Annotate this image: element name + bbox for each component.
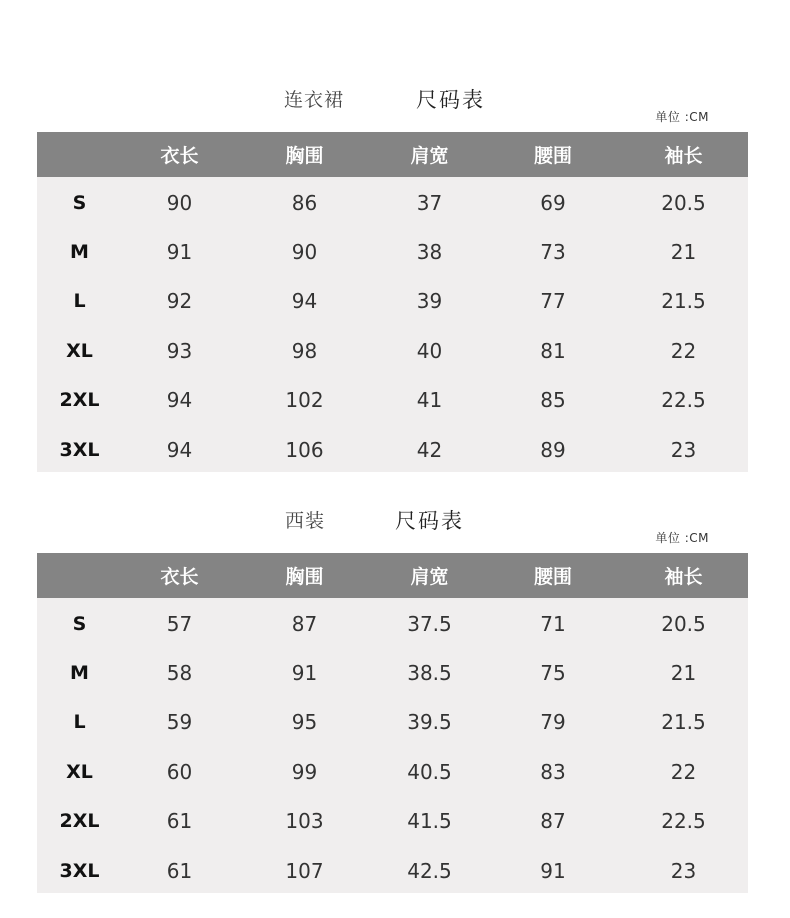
suit-size-table <box>37 553 748 893</box>
header-cell-length: 衣长 <box>160 566 199 588</box>
size-label: S <box>72 612 87 635</box>
header-cell-waist: 腰围 <box>533 566 572 588</box>
header-cell-sleeve: 袖长 <box>664 566 703 588</box>
table-cell: 22 <box>670 759 697 784</box>
table-cell: 38 <box>416 240 443 265</box>
table-cell: 22.5 <box>661 388 706 413</box>
table-cell: 90 <box>291 240 318 265</box>
table-cell: 91 <box>166 240 193 265</box>
table-cell: 42 <box>416 437 443 462</box>
table-cell: 40 <box>416 338 443 363</box>
table-row <box>37 797 748 846</box>
table-cell: 37.5 <box>407 611 452 636</box>
table-cell: 107 <box>285 858 324 883</box>
table-cell: 40.5 <box>407 759 452 784</box>
size-label: 3XL <box>59 438 100 461</box>
table-row <box>37 178 748 227</box>
table-row <box>37 425 748 474</box>
table-cell: 71 <box>540 611 566 636</box>
table-cell: 42.5 <box>407 858 452 883</box>
table-cell: 81 <box>540 338 566 363</box>
table-body <box>37 177 748 474</box>
table-cell: 37 <box>416 190 443 215</box>
table-cell: 20.5 <box>661 611 706 636</box>
table-cell: 91 <box>540 858 566 883</box>
table-cell: 99 <box>291 759 318 784</box>
table-cell: 102 <box>285 388 324 413</box>
table-row <box>37 648 748 697</box>
table-cell: 58 <box>166 661 193 686</box>
size-label: XL <box>66 760 93 783</box>
table-cell: 39.5 <box>407 710 452 735</box>
size-label: 3XL <box>59 859 100 882</box>
table-cell: 91 <box>291 661 318 686</box>
suit-subtitle: 西装 <box>285 510 326 532</box>
header-cell-chest: 胸围 <box>285 145 324 167</box>
table-cell: 38.5 <box>407 661 452 686</box>
suit-title: 尺码表 <box>395 509 464 533</box>
table-row <box>37 277 748 326</box>
header-cell-sleeve: 袖长 <box>664 145 703 167</box>
header-cell-length: 衣长 <box>160 145 199 167</box>
table-cell: 23 <box>670 437 697 462</box>
table-cell: 60 <box>166 759 193 784</box>
table-cell: 21.5 <box>661 710 706 735</box>
size-label: XL <box>66 339 93 362</box>
table-cell: 89 <box>540 437 566 462</box>
dress-title: 尺码表 <box>416 88 485 112</box>
size-label: 2XL <box>59 810 100 833</box>
dress-subtitle: 连衣裙 <box>284 89 345 111</box>
table-header-row <box>37 132 748 177</box>
size-label: M <box>70 662 89 685</box>
suit-unit-label: 单位 :CM <box>655 531 709 545</box>
table-row <box>37 326 748 375</box>
size-label: M <box>70 241 89 264</box>
table-cell: 87 <box>540 809 566 834</box>
table-row <box>37 599 748 648</box>
table-cell: 85 <box>540 388 566 413</box>
table-cell: 73 <box>540 240 566 265</box>
table-cell: 79 <box>540 710 566 735</box>
dress-unit-label: 单位 :CM <box>655 110 709 124</box>
table-row <box>37 846 748 895</box>
table-cell: 21 <box>670 661 697 686</box>
table-cell: 75 <box>540 661 566 686</box>
dress-size-table <box>37 132 748 472</box>
table-cell: 20.5 <box>661 190 706 215</box>
table-cell: 98 <box>291 338 318 363</box>
table-cell: 69 <box>540 190 566 215</box>
table-cell: 95 <box>291 710 318 735</box>
table-body <box>37 598 748 895</box>
table-cell: 61 <box>166 809 193 834</box>
table-cell: 21 <box>670 240 697 265</box>
table-cell: 59 <box>166 710 193 735</box>
table-cell: 103 <box>285 809 324 834</box>
table-cell: 22 <box>670 338 697 363</box>
table-row <box>37 227 748 276</box>
table-cell: 93 <box>166 338 193 363</box>
table-cell: 86 <box>291 190 318 215</box>
table-cell: 21.5 <box>661 289 706 314</box>
size-label: L <box>73 711 86 734</box>
table-cell: 41.5 <box>407 809 452 834</box>
size-label: L <box>73 290 86 313</box>
table-row <box>37 376 748 425</box>
header-cell-chest: 胸围 <box>285 566 324 588</box>
table-cell: 23 <box>670 858 697 883</box>
table-row <box>37 698 748 747</box>
table-cell: 94 <box>166 388 193 413</box>
table-cell: 77 <box>540 289 566 314</box>
table-cell: 57 <box>166 611 193 636</box>
table-cell: 22.5 <box>661 809 706 834</box>
table-cell: 39 <box>416 289 443 314</box>
table-cell: 87 <box>291 611 318 636</box>
table-row <box>37 747 748 796</box>
table-header-row <box>37 553 748 598</box>
header-cell-shoulder: 肩宽 <box>410 145 449 167</box>
table-cell: 41 <box>416 388 443 413</box>
table-cell: 83 <box>540 759 566 784</box>
table-cell: 61 <box>166 858 193 883</box>
size-label: 2XL <box>59 389 100 412</box>
header-cell-shoulder: 肩宽 <box>410 566 449 588</box>
table-cell: 94 <box>291 289 318 314</box>
table-cell: 94 <box>166 437 193 462</box>
table-cell: 90 <box>166 190 193 215</box>
header-cell-waist: 腰围 <box>533 145 572 167</box>
table-cell: 92 <box>166 289 193 314</box>
size-label: S <box>72 191 87 214</box>
table-cell: 106 <box>285 437 324 462</box>
